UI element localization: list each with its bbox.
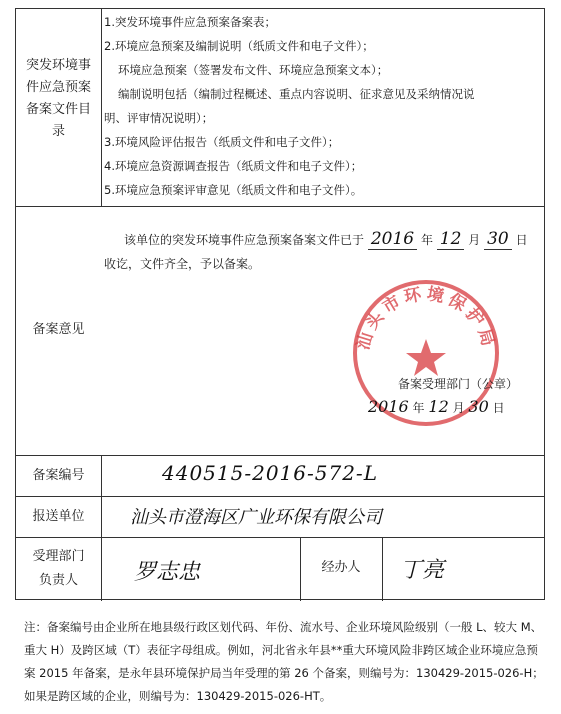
seal-star-icon <box>406 339 446 376</box>
received-month-unit: 月 <box>468 233 481 247</box>
catalog-item: 1.突发环境事件应急预案备案表； <box>104 15 276 29</box>
received-day: 30 <box>484 229 512 250</box>
catalog-label <box>16 55 101 143</box>
row-divider <box>16 537 544 538</box>
opinion-sentence-text: 该单位的突发环境事件应急预案备案文件已于 <box>124 233 365 247</box>
seal-text: 汕头市环境保护局 <box>353 284 499 353</box>
catalog-label-line: 备案文件目 <box>25 102 91 117</box>
submitting-unit-value: 汕头市澄海区广业环保有限公司 <box>130 507 382 528</box>
sign-year-unit: 年 <box>412 401 425 415</box>
sign-year: 2016 <box>368 397 409 416</box>
catalog-item: 4.环境应急资源调查报告（纸质文件和电子文件）； <box>104 159 363 173</box>
acceptance-date <box>368 397 505 416</box>
sign-day: 30 <box>468 397 489 416</box>
opinion-sentence <box>124 229 528 249</box>
row-divider <box>16 206 544 207</box>
catalog-label-line: 件应急预案 <box>25 80 91 95</box>
catalog-item: 编制说明包括（编制过程概述、重点内容说明、征求意见及采纳情况说 <box>118 87 475 101</box>
opinion-label: 备案意见 <box>32 322 85 337</box>
responsible-label-line: 受理部门 <box>32 549 85 564</box>
responsible-signature: 罗志忠 <box>134 560 201 585</box>
sign-month: 12 <box>428 397 449 416</box>
sign-day-unit: 日 <box>492 401 505 415</box>
catalog-item: 3.环境风险评估报告（纸质文件和电子文件）； <box>104 135 340 149</box>
record-number-label: 备案编号 <box>32 468 85 483</box>
column-divider <box>101 455 102 601</box>
handler-label: 经办人 <box>321 560 361 575</box>
catalog-item: 明、评审情况说明）； <box>104 111 214 125</box>
sign-month-unit: 月 <box>452 401 465 415</box>
row-divider <box>16 496 544 497</box>
acceptance-department-label: 备案受理部门（公章） <box>398 377 519 391</box>
record-number-value: 440515-2016-572-L <box>162 461 378 485</box>
received-month: 12 <box>437 229 465 250</box>
column-divider <box>101 9 102 206</box>
responsible-label-line: 负责人 <box>38 573 78 588</box>
received-year: 2016 <box>368 229 417 250</box>
catalog-item: 环境应急预案（签署发布文件、环境应急预案文本）； <box>118 63 389 77</box>
row-divider <box>16 455 544 456</box>
received-year-unit: 年 <box>420 233 433 247</box>
catalog-item: 2.环境应急预案及编制说明（纸质文件和电子文件）； <box>104 39 374 53</box>
record-form-table <box>15 8 545 600</box>
submitting-unit-label: 报送单位 <box>32 509 85 524</box>
column-divider <box>382 537 383 601</box>
responsible-label <box>16 545 101 593</box>
catalog-label-line: 录 <box>51 124 65 139</box>
footnote: 注：备案编号由企业所在地县级行政区划代码、年份、流水号、企业环境风险级别（一般 L、较大 M、重大 H）及跨区域（T）表征字母组成。例如，河北省永年县**重大环境风险非跨区域企业环境应急预案 2015 年备案，是永年县环境保护局当年受理的第 26 个备案，则编号为：130429-2015-026-H；如果是跨区域的企业，则编号为：130429-2015-026-HT。 <box>24 620 544 703</box>
handler-signature: 丁亮 <box>400 558 445 583</box>
opinion-sentence-end: 收讫，文件齐全，予以备案。 <box>104 257 261 271</box>
catalog-label-line: 突发环境事 <box>25 58 91 73</box>
catalog-item: 5.环境应急预案评审意见（纸质文件和电子文件）。 <box>104 183 363 197</box>
received-day-unit: 日 <box>515 233 528 247</box>
